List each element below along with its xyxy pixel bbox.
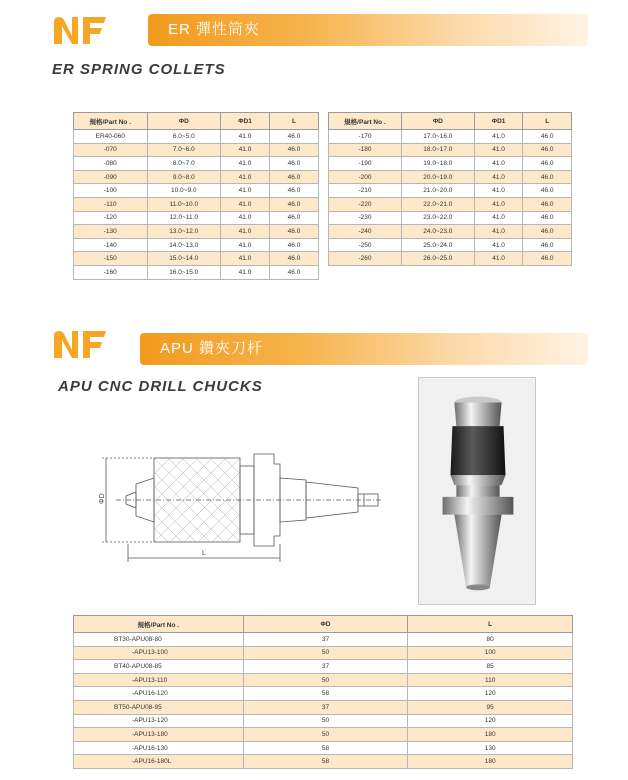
value-cell: 120	[408, 687, 573, 701]
table-row	[329, 211, 572, 225]
table-row	[74, 700, 573, 714]
value-cell: 41.0	[474, 252, 523, 266]
value-cell: 46.0	[270, 170, 319, 184]
table-row	[329, 197, 572, 211]
value-cell: 41.0	[221, 170, 270, 184]
value-cell: 7.0~6.0	[147, 143, 221, 157]
value-cell: 41.0	[221, 238, 270, 252]
part-number-cell: -090	[74, 170, 148, 184]
apu-table	[73, 615, 573, 769]
value-cell: 46.0	[270, 143, 319, 157]
table-row	[74, 660, 573, 674]
value-cell: 46.0	[270, 130, 319, 144]
length-label: L	[202, 550, 206, 557]
value-cell: 12.0~11.0	[147, 211, 221, 225]
value-cell: 19.0~18.0	[401, 157, 474, 171]
value-cell: 6.0~5.0	[147, 130, 221, 144]
value-cell: 17.0~16.0	[401, 130, 474, 144]
value-cell: 8.0~7.0	[147, 157, 221, 171]
part-number-cell: BT40-APU08-85	[74, 660, 244, 674]
column-header: ΦD1	[221, 113, 270, 130]
column-header: L	[523, 113, 572, 130]
part-number-cell: -APU13-180	[74, 728, 244, 742]
value-cell: 46.0	[523, 211, 572, 225]
part-number-cell: -070	[74, 143, 148, 157]
value-cell: 58	[243, 687, 408, 701]
nf-logo-icon	[50, 14, 110, 46]
value-cell: 18.0~17.0	[401, 143, 474, 157]
value-cell: 46.0	[270, 238, 319, 252]
value-cell: 37	[243, 633, 408, 647]
column-header: 規格/Part No .	[74, 616, 244, 633]
value-cell: 41.0	[221, 130, 270, 144]
value-cell: 46.0	[270, 184, 319, 198]
part-number-cell: BT50-APU08-95	[74, 700, 244, 714]
part-number-cell: -230	[329, 211, 402, 225]
table-row	[74, 265, 319, 279]
part-number-cell: -170	[329, 130, 402, 144]
part-number-cell: -APU13-120	[74, 714, 244, 728]
value-cell: 41.0	[221, 225, 270, 239]
value-cell: 58	[243, 741, 408, 755]
part-number-cell: -260	[329, 252, 402, 266]
value-cell: 41.0	[474, 130, 523, 144]
value-cell: 13.0~12.0	[147, 225, 221, 239]
column-header: ΦD	[401, 113, 474, 130]
table-row	[329, 238, 572, 252]
part-number-cell: -250	[329, 238, 402, 252]
value-cell: 22.0~21.0	[401, 197, 474, 211]
column-header: L	[408, 616, 573, 633]
table-row	[329, 184, 572, 198]
value-cell: 21.0~20.0	[401, 184, 474, 198]
part-number-cell: -100	[74, 184, 148, 198]
table-row	[329, 130, 572, 144]
part-number-cell: -080	[74, 157, 148, 171]
value-cell: 46.0	[270, 265, 319, 279]
value-cell: 23.0~22.0	[401, 211, 474, 225]
value-cell: 41.0	[474, 225, 523, 239]
table-row	[74, 238, 319, 252]
value-cell: 46.0	[523, 130, 572, 144]
value-cell: 41.0	[221, 157, 270, 171]
part-number-cell: -150	[74, 252, 148, 266]
column-header: L	[270, 113, 319, 130]
table-row	[74, 225, 319, 239]
part-number-cell: -200	[329, 170, 402, 184]
value-cell: 46.0	[523, 184, 572, 198]
value-cell: 46.0	[270, 211, 319, 225]
table-row	[74, 714, 573, 728]
value-cell: 50	[243, 673, 408, 687]
value-cell: 41.0	[221, 265, 270, 279]
value-cell: 110	[408, 673, 573, 687]
part-number-cell: -110	[74, 197, 148, 211]
part-number-cell: -190	[329, 157, 402, 171]
value-cell: 46.0	[270, 157, 319, 171]
er-subtitle: ER SPRING COLLETS	[52, 61, 226, 78]
column-header: 規格/Part No .	[74, 113, 148, 130]
part-number-cell: -APU16-130	[74, 741, 244, 755]
value-cell: 50	[243, 728, 408, 742]
apu-subtitle: APU CNC DRILL CHUCKS	[58, 378, 263, 395]
part-number-cell: -240	[329, 225, 402, 239]
value-cell: 50	[243, 646, 408, 660]
value-cell: 41.0	[221, 211, 270, 225]
value-cell: 85	[408, 660, 573, 674]
value-cell: 11.0~10.0	[147, 197, 221, 211]
table-row	[329, 170, 572, 184]
value-cell: 37	[243, 700, 408, 714]
diameter-label: ΦD	[99, 493, 106, 504]
table-row	[74, 170, 319, 184]
table-row	[329, 143, 572, 157]
value-cell: 46.0	[523, 157, 572, 171]
value-cell: 46.0	[523, 170, 572, 184]
column-header: 規格/Part No .	[329, 113, 402, 130]
value-cell: 24.0~23.0	[401, 225, 474, 239]
value-cell: 46.0	[523, 197, 572, 211]
table-row	[74, 252, 319, 266]
value-cell: 41.0	[474, 157, 523, 171]
value-cell: 80	[408, 633, 573, 647]
table-header-row	[74, 113, 319, 130]
table-row	[329, 252, 572, 266]
table-row	[74, 184, 319, 198]
table-row	[74, 130, 319, 144]
value-cell: 130	[408, 741, 573, 755]
value-cell: 180	[408, 755, 573, 769]
column-header: ΦD	[147, 113, 221, 130]
value-cell: 41.0	[474, 238, 523, 252]
value-cell: 95	[408, 700, 573, 714]
value-cell: 41.0	[221, 184, 270, 198]
column-header: ΦD1	[474, 113, 523, 130]
part-number-cell: ER40-060	[74, 130, 148, 144]
table-header-row	[329, 113, 572, 130]
value-cell: 37	[243, 660, 408, 674]
table-row	[74, 633, 573, 647]
value-cell: 14.0~13.0	[147, 238, 221, 252]
value-cell: 41.0	[474, 184, 523, 198]
value-cell: 46.0	[523, 143, 572, 157]
value-cell: 50	[243, 714, 408, 728]
part-number-cell: -180	[329, 143, 402, 157]
value-cell: 46.0	[270, 197, 319, 211]
table-row	[74, 728, 573, 742]
table-row	[74, 197, 319, 211]
value-cell: 41.0	[474, 197, 523, 211]
value-cell: 180	[408, 728, 573, 742]
table-header-row	[74, 616, 573, 633]
value-cell: 41.0	[221, 197, 270, 211]
value-cell: 41.0	[474, 143, 523, 157]
table-row	[74, 211, 319, 225]
value-cell: 41.0	[474, 170, 523, 184]
table-row	[329, 157, 572, 171]
table-row	[74, 673, 573, 687]
value-cell: 46.0	[523, 225, 572, 239]
er-banner	[148, 14, 588, 46]
value-cell: 10.0~9.0	[147, 184, 221, 198]
part-number-cell: -210	[329, 184, 402, 198]
er-banner-title: ER 彈性筒夾	[168, 21, 261, 38]
part-number-cell: -130	[74, 225, 148, 239]
value-cell: 41.0	[221, 143, 270, 157]
table-row	[74, 741, 573, 755]
value-cell: 41.0	[221, 252, 270, 266]
er-table-right	[328, 112, 572, 266]
table-row	[74, 646, 573, 660]
apu-banner-title: APU 鑽夾刀杆	[160, 340, 264, 357]
table-row	[74, 755, 573, 769]
value-cell: 46.0	[523, 252, 572, 266]
value-cell: 41.0	[474, 211, 523, 225]
value-cell: 46.0	[270, 225, 319, 239]
value-cell: 9.0~8.0	[147, 170, 221, 184]
part-number-cell: -APU16-180L	[74, 755, 244, 769]
part-number-cell: -APU13-110	[74, 673, 244, 687]
value-cell: 25.0~24.0	[401, 238, 474, 252]
value-cell: 15.0~14.0	[147, 252, 221, 266]
part-number-cell: -220	[329, 197, 402, 211]
table-row	[74, 687, 573, 701]
value-cell: 26.0~25.0	[401, 252, 474, 266]
er-table-left	[73, 112, 319, 280]
drill-chuck-drawing	[96, 444, 386, 564]
part-number-cell: -120	[74, 211, 148, 225]
drill-chuck-photo	[418, 377, 536, 605]
part-number-cell: -140	[74, 238, 148, 252]
value-cell: 20.0~19.0	[401, 170, 474, 184]
value-cell: 46.0	[270, 252, 319, 266]
nf-logo-icon	[50, 328, 110, 360]
value-cell: 58	[243, 755, 408, 769]
column-header: ΦD	[243, 616, 408, 633]
value-cell: 100	[408, 646, 573, 660]
value-cell: 120	[408, 714, 573, 728]
part-number-cell: -APU13-100	[74, 646, 244, 660]
table-row	[329, 225, 572, 239]
part-number-cell: -160	[74, 265, 148, 279]
part-number-cell: BT30-APU08-80	[74, 633, 244, 647]
table-row	[74, 143, 319, 157]
apu-banner	[140, 333, 588, 365]
table-row	[74, 157, 319, 171]
part-number-cell: -APU16-120	[74, 687, 244, 701]
value-cell: 16.0~15.0	[147, 265, 221, 279]
value-cell: 46.0	[523, 238, 572, 252]
